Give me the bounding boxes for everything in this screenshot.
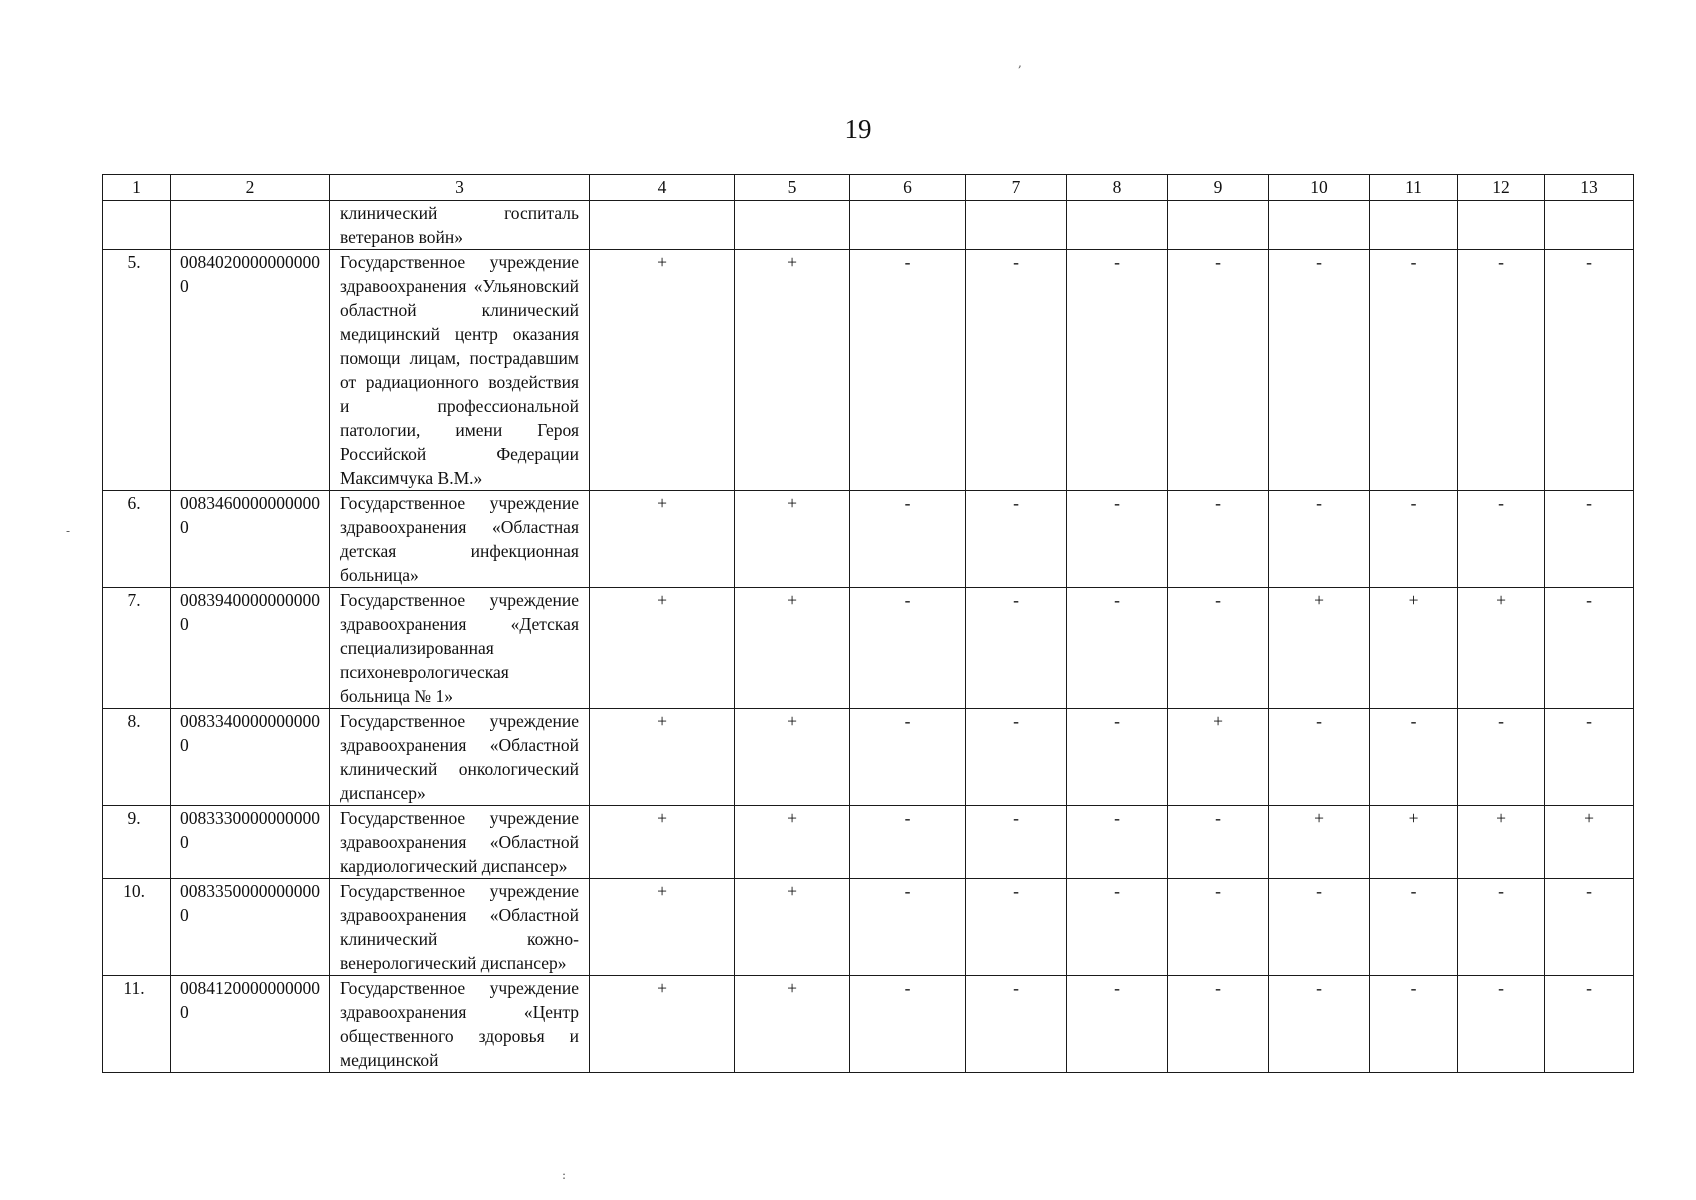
mark-cell (735, 879, 850, 976)
column-header: 6 (850, 175, 966, 201)
mark-cell (966, 709, 1067, 806)
registry-code-cell: 00839400000000000 (171, 588, 330, 709)
mark-cell (1067, 491, 1168, 588)
dash-mark: - (1114, 590, 1120, 610)
mark-cell (1545, 201, 1634, 250)
mark-cell (850, 806, 966, 879)
dash-mark: - (1013, 978, 1019, 998)
page-number: 19 (844, 114, 872, 144)
mark-cell (966, 201, 1067, 250)
dash-mark: - (1215, 252, 1221, 272)
dash-mark: - (1013, 493, 1019, 513)
dash-mark: - (1586, 252, 1592, 272)
mark-cell (735, 976, 850, 1073)
mark-cell (1269, 201, 1370, 250)
table-body (103, 201, 1634, 1073)
dash-mark: - (1013, 590, 1019, 610)
dash-mark: - (1316, 711, 1322, 731)
mark-cell (1168, 879, 1269, 976)
row-number-cell: 8. (103, 709, 171, 806)
table-row (103, 588, 1634, 709)
plus-mark: + (657, 808, 667, 828)
mark-cell (735, 250, 850, 491)
dash-mark: - (1114, 881, 1120, 901)
mark-cell (850, 588, 966, 709)
mark-cell (1370, 976, 1458, 1073)
dash-mark: - (1586, 881, 1592, 901)
mark-cell (966, 976, 1067, 1073)
mark-cell (1458, 588, 1545, 709)
dash-mark: - (1114, 711, 1120, 731)
plus-mark: + (787, 881, 797, 901)
mark-cell (735, 491, 850, 588)
dash-mark: - (1215, 590, 1221, 610)
dash-mark: - (1586, 590, 1592, 610)
plus-mark: + (1584, 808, 1594, 828)
mark-cell (1458, 879, 1545, 976)
mark-cell (1545, 806, 1634, 879)
mark-cell (590, 588, 735, 709)
mark-cell (1545, 976, 1634, 1073)
mark-cell (590, 201, 735, 250)
plus-mark: + (657, 711, 667, 731)
mark-cell (1168, 976, 1269, 1073)
plus-mark: + (787, 590, 797, 610)
mark-cell (1168, 250, 1269, 491)
mark-cell (1370, 201, 1458, 250)
plus-mark: + (1213, 711, 1223, 731)
mark-cell (1067, 201, 1168, 250)
column-header: 5 (735, 175, 850, 201)
plus-mark: + (1408, 808, 1419, 828)
mark-cell (850, 201, 966, 250)
column-header: 7 (966, 175, 1067, 201)
mark-cell (1168, 709, 1269, 806)
dash-mark: - (904, 493, 911, 513)
mark-cell (1168, 588, 1269, 709)
mark-cell (850, 879, 966, 976)
row-number-cell: 10. (103, 879, 171, 976)
mark-cell (1370, 709, 1458, 806)
registry-code-cell: 00834600000000000 (171, 491, 330, 588)
mark-cell (1370, 879, 1458, 976)
column-header: 8 (1067, 175, 1168, 201)
plus-mark: + (1314, 590, 1324, 610)
mark-cell (1269, 806, 1370, 879)
mark-cell (1269, 976, 1370, 1073)
dash-mark: - (1114, 493, 1120, 513)
plus-mark: + (657, 252, 667, 272)
mark-cell (735, 201, 850, 250)
mark-cell (1545, 879, 1634, 976)
table-row (103, 250, 1634, 491)
mark-cell (1370, 588, 1458, 709)
mark-cell (1545, 491, 1634, 588)
mark-cell (1067, 709, 1168, 806)
plus-mark: + (787, 711, 797, 731)
dash-mark: - (1215, 493, 1221, 513)
mark-cell (966, 879, 1067, 976)
row-number-cell: 11. (103, 976, 171, 1073)
column-header: 10 (1269, 175, 1370, 201)
registry-code-cell: 00833500000000000 (171, 879, 330, 976)
dash-mark: - (1215, 978, 1221, 998)
registry-code-cell: 00841200000000000 (171, 976, 330, 1073)
dash-mark: - (1498, 711, 1504, 731)
registry-code-cell: 00840200000000000 (171, 250, 330, 491)
plus-mark: + (787, 252, 797, 272)
mark-cell (1370, 491, 1458, 588)
mark-cell (1269, 491, 1370, 588)
dash-mark: - (904, 590, 911, 610)
dash-mark: - (1498, 493, 1504, 513)
dash-mark: - (1316, 881, 1322, 901)
mark-cell (590, 976, 735, 1073)
mark-cell (966, 806, 1067, 879)
column-header: 13 (1545, 175, 1634, 201)
dash-mark: - (904, 252, 911, 272)
mark-cell (1370, 806, 1458, 879)
dash-mark: - (1410, 252, 1417, 272)
mark-cell (966, 250, 1067, 491)
mark-cell (1168, 491, 1269, 588)
mark-cell (1545, 250, 1634, 491)
column-header: 3 (330, 175, 590, 201)
organization-name-cell: Государственное учреждение здравоохранения «Областной клинический кожно-венерологический диспансер» (330, 879, 590, 976)
column-header: 2 (171, 175, 330, 201)
dash-mark: - (1498, 881, 1504, 901)
table-row (103, 976, 1634, 1073)
mark-cell (1067, 879, 1168, 976)
dash-mark: - (1410, 711, 1417, 731)
plus-mark: + (657, 493, 667, 513)
row-number-cell: 6. (103, 491, 171, 588)
dash-mark: - (1316, 978, 1322, 998)
scan-mark: - (66, 524, 71, 538)
organization-name-cell: Государственное учреждение здравоохранения «Областная детская инфекционная больница» (330, 491, 590, 588)
mark-cell (590, 491, 735, 588)
dash-mark: - (1013, 711, 1019, 731)
mark-cell (590, 709, 735, 806)
mark-cell (1067, 250, 1168, 491)
plus-mark: + (1314, 808, 1324, 828)
mark-cell (735, 588, 850, 709)
column-header: 1 (103, 175, 171, 201)
dash-mark: - (1215, 881, 1221, 901)
mark-cell (1067, 806, 1168, 879)
plus-mark: + (787, 978, 797, 998)
dash-mark: - (1316, 252, 1322, 272)
dash-mark: - (1114, 808, 1120, 828)
organization-name-cell: Государственное учреждение здравоохранения «Ульяновский областной клинический медицинский центр оказания помощи лицам, пострадавшим от радиационного воздействия и профессиональной патологии, имени Героя Российской Федерации Максимчука В.М.» (330, 250, 590, 491)
dash-mark: - (1410, 881, 1417, 901)
registry-code-cell (171, 201, 330, 250)
mark-cell (1545, 588, 1634, 709)
plus-mark: + (657, 881, 667, 901)
table-row (103, 201, 1634, 250)
dash-mark: - (1114, 978, 1120, 998)
table-row (103, 806, 1634, 879)
column-header: 4 (590, 175, 735, 201)
row-number-cell: 9. (103, 806, 171, 879)
plus-mark: + (787, 493, 797, 513)
dash-mark: - (1316, 493, 1322, 513)
mark-cell (1545, 709, 1634, 806)
mark-cell (1067, 976, 1168, 1073)
dash-mark: - (904, 978, 911, 998)
table-row (103, 709, 1634, 806)
mark-cell (1458, 250, 1545, 491)
mark-cell (1458, 976, 1545, 1073)
dash-mark: - (904, 711, 911, 731)
registry-code-cell: 00833300000000000 (171, 806, 330, 879)
organization-name-cell: клинический госпиталь ветеранов войн» (330, 201, 590, 250)
mark-cell (1370, 250, 1458, 491)
organization-name-cell: Государственное учреждение здравоохранения «Детская специализированная психоневрологическая больница № 1» (330, 588, 590, 709)
table-header-row (103, 175, 1634, 201)
organization-name-cell: Государственное учреждение здравоохранения «Областной кардиологический диспансер» (330, 806, 590, 879)
scan-mark: , (1018, 56, 1022, 70)
mark-cell (590, 250, 735, 491)
row-number-cell (103, 201, 171, 250)
mark-cell (1269, 588, 1370, 709)
dash-mark: - (1013, 808, 1019, 828)
mark-cell (1067, 588, 1168, 709)
plus-mark: + (657, 978, 667, 998)
mark-cell (850, 250, 966, 491)
mark-cell (590, 806, 735, 879)
dash-mark: - (904, 881, 911, 901)
dash-mark: - (1586, 711, 1592, 731)
scan-mark: : (562, 1168, 567, 1182)
mark-cell (966, 491, 1067, 588)
row-number-cell: 5. (103, 250, 171, 491)
mark-cell (1269, 709, 1370, 806)
dash-mark: - (1013, 252, 1019, 272)
mark-cell (590, 879, 735, 976)
column-header: 12 (1458, 175, 1545, 201)
column-header: 11 (1370, 175, 1458, 201)
dash-mark: - (904, 808, 911, 828)
dash-mark: - (1410, 978, 1417, 998)
mark-cell (850, 976, 966, 1073)
mark-cell (735, 709, 850, 806)
mark-cell (1458, 709, 1545, 806)
plus-mark: + (1496, 590, 1506, 610)
dash-mark: - (1498, 252, 1504, 272)
table-row (103, 491, 1634, 588)
row-number-cell: 7. (103, 588, 171, 709)
mark-cell (1168, 806, 1269, 879)
column-header: 9 (1168, 175, 1269, 201)
plus-mark: + (657, 590, 667, 610)
plus-mark: + (787, 808, 797, 828)
dash-mark: - (1215, 808, 1221, 828)
dash-mark: - (1013, 881, 1019, 901)
mark-cell (1269, 250, 1370, 491)
organization-name-cell: Государственное учреждение здравоохранения «Центр общественного здоровья и медицинской (330, 976, 590, 1073)
mark-cell (850, 709, 966, 806)
plus-mark: + (1496, 808, 1506, 828)
dash-mark: - (1586, 493, 1592, 513)
mark-cell (1458, 491, 1545, 588)
organization-name-cell: Государственное учреждение здравоохранения «Областной клинический онкологический диспансер» (330, 709, 590, 806)
dash-mark: - (1410, 493, 1417, 513)
dash-mark: - (1498, 978, 1504, 998)
registry-table (102, 174, 1634, 1073)
dash-mark: - (1114, 252, 1120, 272)
mark-cell (1269, 879, 1370, 976)
mark-cell (966, 588, 1067, 709)
dash-mark: - (1586, 978, 1592, 998)
mark-cell (735, 806, 850, 879)
registry-code-cell: 00833400000000000 (171, 709, 330, 806)
mark-cell (1458, 806, 1545, 879)
mark-cell (1168, 201, 1269, 250)
mark-cell (1458, 201, 1545, 250)
table-row (103, 879, 1634, 976)
mark-cell (850, 491, 966, 588)
plus-mark: + (1408, 590, 1419, 610)
